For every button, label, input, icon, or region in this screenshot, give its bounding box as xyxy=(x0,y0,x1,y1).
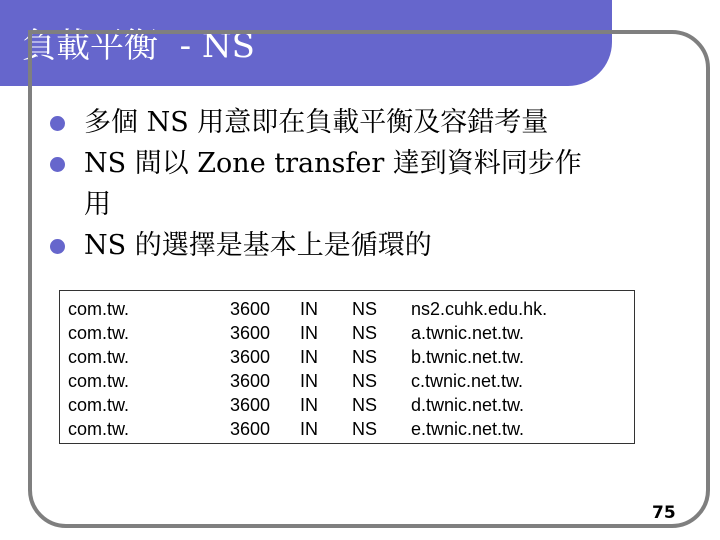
cell-nameserver: c.twnic.net.tw. xyxy=(411,371,524,391)
table-row xyxy=(60,395,634,419)
table-row xyxy=(60,347,634,371)
cell-ttl: 3600 xyxy=(230,395,271,415)
cell-nameserver: a.twnic.net.tw. xyxy=(411,323,525,343)
bullet-list xyxy=(48,102,648,266)
cell-type: NS xyxy=(352,371,378,391)
page-number: 75 xyxy=(652,503,676,523)
cell-domain: com.tw. xyxy=(68,419,130,439)
cell-ttl: 3600 xyxy=(230,347,271,367)
cell-ttl: 3600 xyxy=(230,419,271,439)
cell-domain: com.tw. xyxy=(68,347,130,367)
ns-record-table xyxy=(59,290,635,444)
table-row xyxy=(60,299,634,323)
bullet-item xyxy=(48,102,648,143)
cell-type: NS xyxy=(352,347,378,367)
cell-ttl: 3600 xyxy=(230,299,271,319)
cell-class: IN xyxy=(300,347,318,367)
cell-class: IN xyxy=(300,299,318,319)
cell-type: NS xyxy=(352,323,378,343)
cell-ttl: 3600 xyxy=(230,323,271,343)
bullet-item xyxy=(48,143,648,225)
cell-type: NS xyxy=(352,419,378,439)
table-row xyxy=(60,323,634,347)
cell-nameserver: d.twnic.net.tw. xyxy=(411,395,525,415)
table-row xyxy=(60,371,634,395)
cell-nameserver: e.twnic.net.tw. xyxy=(411,419,525,439)
cell-class: IN xyxy=(300,371,318,391)
bullet-text: NS 的選擇是基本上是循環的 xyxy=(84,230,432,261)
bullet-dot-icon xyxy=(50,116,65,131)
cell-ttl: 3600 xyxy=(230,371,271,391)
bullet-item xyxy=(48,225,648,266)
cell-type: NS xyxy=(352,395,378,415)
table-row xyxy=(60,419,634,443)
bullet-dot-icon xyxy=(50,239,65,254)
slide-title: 負載平衡 - NS xyxy=(22,26,255,66)
bullet-dot-icon xyxy=(50,157,65,172)
cell-nameserver: ns2.cuhk.edu.hk. xyxy=(411,299,548,319)
cell-type: NS xyxy=(352,299,378,319)
bullet-text-continuation: 用 xyxy=(84,189,111,220)
cell-domain: com.tw. xyxy=(68,323,130,343)
cell-class: IN xyxy=(300,323,318,343)
cell-domain: com.tw. xyxy=(68,299,130,319)
bullet-text: NS 間以 Zone transfer 達到資料同步作 xyxy=(84,148,582,179)
cell-nameserver: b.twnic.net.tw. xyxy=(411,347,525,367)
cell-domain: com.tw. xyxy=(68,371,130,391)
cell-domain: com.tw. xyxy=(68,395,130,415)
bullet-text: 多個 NS 用意即在負載平衡及容錯考量 xyxy=(84,107,549,138)
cell-class: IN xyxy=(300,395,318,415)
cell-class: IN xyxy=(300,419,318,439)
